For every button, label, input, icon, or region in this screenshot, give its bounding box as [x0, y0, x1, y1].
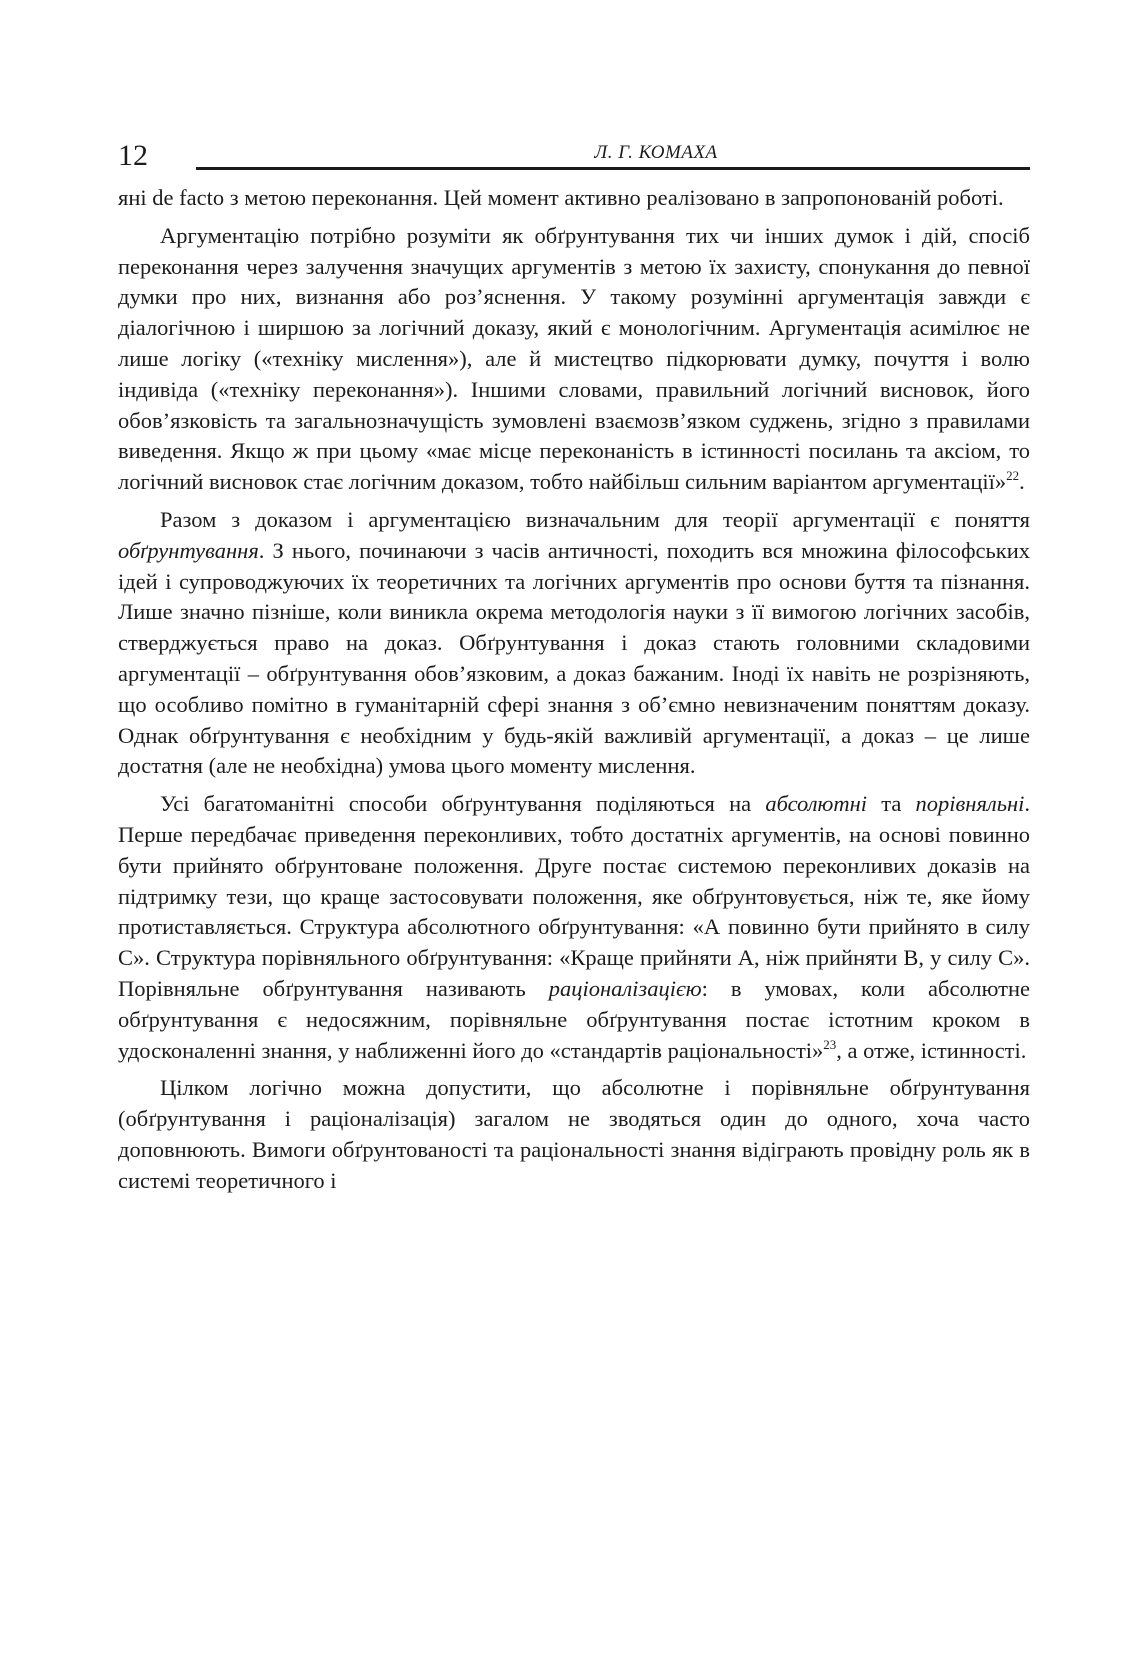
running-head: Л. Г. КОМАХА	[594, 142, 718, 163]
paragraph-justification: Разом з доказом і аргументацією визначальним для теорії аргументації є поняття обґрунтування. З нього, починаючи з часів античності, походить вся множина філософських ідей і супроводжуючих їх теоретичних та логічних аргументів про основи буття та пізнання. Лише значно пізніше, коли виникла окрема методологія науки з її вимогою логічних засобів, стверджується право на доказ. Обґрунтування і доказ стають головними складовими аргументації – обґрунтування обов’язковим, а доказ бажаним. Іноді їх навіть не розрізняють, що особливо помітно в гуманітарній сфері знання з об’ємно невизначеним поняттям доказу. Однак обґрунтування є необхідним у будь-якій важливій аргументації, а доказ – це лише достатня (але не необхідна) умова цього моменту мислення.	[118, 506, 1030, 779]
paragraph-conclusion: Цілком логічно можна допустити, що абсолютне і порівняльне обґрунтування (обґрунтування і раціоналізація) загалом не зводяться один до одного, хоча часто доповнюють. Вимоги обґрунтованості та раціональності знання відіграють провідну роль як в системі теоретичного і	[118, 1075, 1030, 1193]
paragraph-methods: Усі багатоманітні способи обґрунтування поділяються на абсолютні та порівняльні. Перше передбачає приведення переконливих, тобто достатніх аргументів, на основі повинно бути прийнято обґрунтоване положення. Друге постає системою переконливих доказів на підтримку тези, що краще застосовувати положення, яке обґрунтовується, ніж те, яке йому протиставляється. Структура абсолютного обґрунтування: «А повинно бути прийнято в силу С». Структура порівняльного обґрунтування: «Краще прийняти А, ніж прийняти В, у силу С». Порівняльне обґрунтування називають раціоналізацією: в умовах, коли абсолютне обґрунтування є недосяжним, порівняльне обґрунтування постає істотним кроком в удосконаленні знання, у наближенні його до «стандартів раціональності»$^{23}$, а отже, істинності.	[118, 791, 1030, 1063]
paragraph-continued: яні de facto з метою переконання. Цей момент активно реалізовано в запропонованій роботі.	[118, 185, 1004, 210]
header-rule	[196, 167, 1030, 170]
page-header	[118, 136, 1030, 176]
term-comparative: порівняльні	[915, 791, 1025, 817]
footnote-ref-23[interactable]: 23	[823, 1036, 837, 1052]
term-justification: обґрунтування	[118, 537, 259, 563]
body-text	[118, 183, 1030, 1197]
term-rationalization: раціоналізацією	[548, 975, 702, 1001]
page-number: 12	[118, 139, 148, 172]
term-absolute: абсолютні	[765, 791, 868, 817]
footnote-ref-22[interactable]: 22	[1006, 468, 1020, 484]
paragraph-argumentation: Аргументацію потрібно розуміти як обґрунтування тих чи інших думок і дій, спосіб переконання через залучення значущих аргументів з метою їх захисту, спонукання до певної думки про них, визнання або роз’яснення. У такому розумінні аргументація завжди є діалогічною і ширшою за логічний доказу, який є монологічним. Аргументація асимілює не лише логіку («техніку мислення»), але й мистецтво підкорювати думку, почуття і волю індивіда («техніку переконання»). Іншими словами, правильний логічний висновок, його обов’язковість та загальнозначущість зумовлені взаємозв’язком суджень, згідно з правилами виведення. Якщо ж при цьому «має місце переконаність в істинності посилань та аксіом, то логічний висновок стає логічним доказом, тобто найбільш сильним варіантом аргументації»$^{22}$.	[118, 222, 1030, 495]
